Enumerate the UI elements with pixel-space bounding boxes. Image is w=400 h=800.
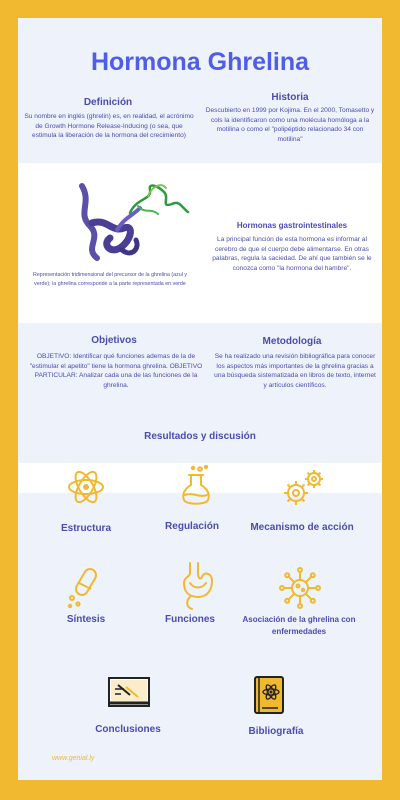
metodologia-text: Se ha realizado una revisión bibliográfica para conocer los aspectos más importantes de la ghrelina gracias a una búsqueda sistematizada en libros de texto, internet y artículos científicos. — [214, 353, 376, 389]
infographic-card — [18, 18, 382, 780]
historia-text: Descubierto en 1999 por Kojima. En el 2000, Tomasetto y cols la identificaron como una molécula homóloga a la motilina o como el "polipéptido relacionado 34 con motilina" — [205, 107, 375, 143]
stomach-icon[interactable] — [176, 561, 218, 611]
atom-icon[interactable] — [66, 467, 106, 507]
sintesis-link[interactable]: Síntesis — [66, 614, 106, 625]
hormonas-text: La principal función de esta hormona es informar al cerebro de que el cuerpo debe alimentarse. En otras palabras, regula la saciedad. De ahí que también se le conozca como "la hormona del hambre". — [212, 236, 372, 272]
figure-caption: Representación tridimensional del precursor de la ghrelina (azul y verde); la ghrelina corresponde a la parte representada en verde — [33, 272, 187, 287]
asociacion-link[interactable]: Asociación de la ghrelina con enfermedades — [242, 615, 356, 636]
definicion-text: Su nombre en inglés (ghrelin) es, en realidad, el acrónimo de Growth Hormone Release-Inducing (o sea, que estimula la liberación de la hormona del crecimiento) — [24, 113, 194, 140]
book-icon[interactable] — [252, 674, 288, 718]
historia-heading: Historia — [271, 92, 309, 103]
definicion-heading: Definición — [83, 97, 133, 108]
presentation-board-icon[interactable] — [106, 673, 154, 713]
resultados-heading: Resultados y discusión — [144, 431, 256, 442]
conclusiones-link[interactable]: Conclusiones — [95, 724, 161, 735]
bibliografia-link[interactable]: Bibliografía — [248, 726, 304, 737]
regulacion-link[interactable]: Regulación — [165, 521, 219, 532]
objetivos-heading: Objetivos — [91, 335, 137, 346]
hormonas-heading: Hormonas gastrointestinales — [236, 221, 348, 230]
metodologia-heading: Metodología — [262, 336, 322, 347]
funciones-link[interactable]: Funciones — [164, 614, 215, 625]
capsule-icon[interactable] — [64, 564, 102, 610]
virus-icon[interactable] — [278, 566, 322, 610]
flask-icon[interactable] — [176, 465, 216, 509]
ghrelin-protein-figure — [62, 178, 192, 268]
mecanismo-link[interactable]: Mecanismo de acción — [250, 522, 354, 533]
objetivos-text: OBJETIVO: Identificar qué funciones ademas de la de "estimular el apetito" tiene la hormona ghrelina. OBJETIVO PARTICULAR: Analizar cada una de las funciones de la ghrelina. — [29, 353, 203, 389]
footer-url[interactable]: www.genial.ly — [52, 755, 95, 762]
page-title: Hormona Ghrelina — [90, 48, 310, 76]
estructura-link[interactable]: Estructura — [60, 523, 111, 534]
gears-icon[interactable] — [280, 467, 328, 509]
